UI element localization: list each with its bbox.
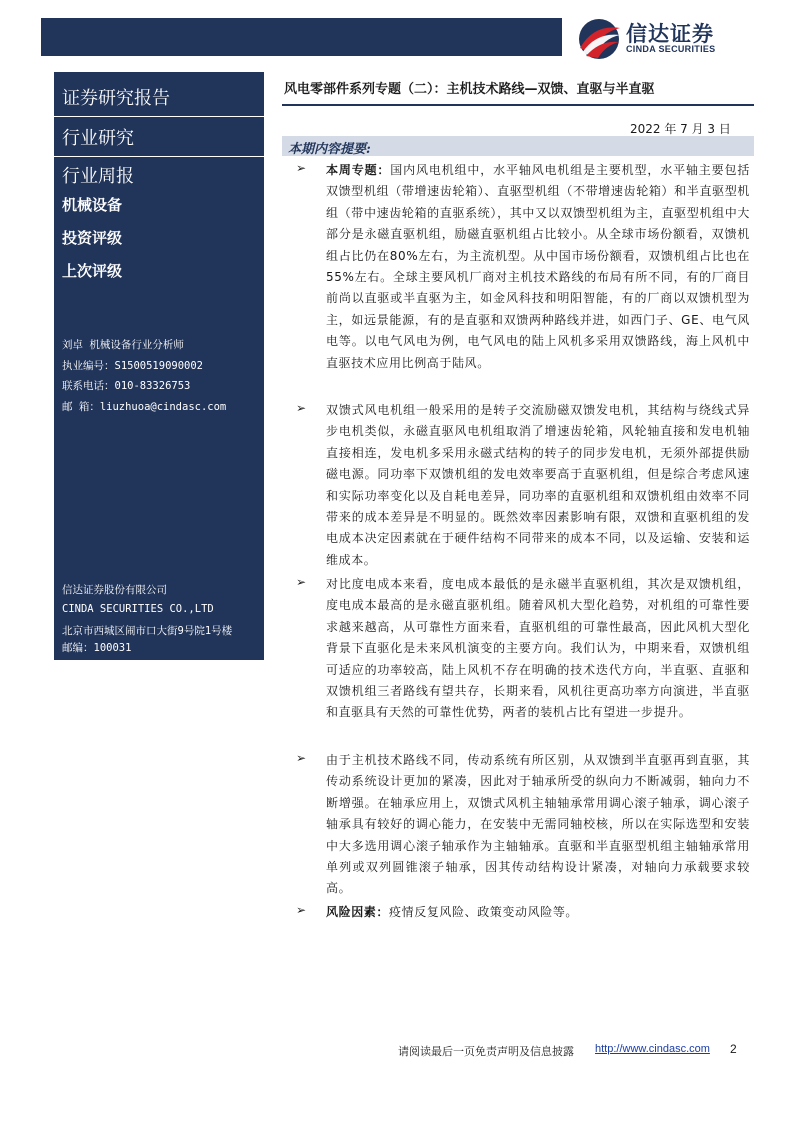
company-postcode: 邮编：100031 xyxy=(62,642,132,654)
page-number: 2 xyxy=(730,1042,737,1056)
cinda-logo xyxy=(576,18,766,60)
bullet-text xyxy=(326,400,750,571)
previous-rating-label: 上次评级 xyxy=(62,262,123,280)
summary-heading-bar xyxy=(282,136,754,156)
report-category: 行业研究 xyxy=(62,128,134,149)
logo-english-name: CINDA SECURITIES xyxy=(626,44,716,54)
bullet-body: 疫情反复风险、政策变动风险等。 xyxy=(389,905,579,919)
bullet-text xyxy=(326,902,750,923)
cinda-logo-icon xyxy=(576,18,622,60)
logo-chinese-name: 信达证券 xyxy=(626,22,714,46)
bullet-arrow-icon: ➢ xyxy=(296,575,307,589)
bullet-body: 国内风电机组中，水平轴风电机组是主要机型，水平轴主要包括双馈型机组（带增速齿轮箱）、直驱型机组（不带增速齿轮箱）和半直驱型机组（带中速齿轮箱的直驱系统），其中又以双馈型机组为主，直驱型机组中大部分是永磁直驱机组，励磁直驱机组占比较小。从全球市场份额看，双馈机组占比仍在80%左右，为主流机型。从中国市场份额看，双馈机组占比也在55%左右。全球主要风机厂商对主机技术路线的布局有所不同，有的厂商目前尚以直驱或半直驱为主，如金风科技和明阳智能，有的厂商以双馈机型为主，如远景能源，有的是直驱和双馈两种路线并进，如西门子、GE、电气风电等。以电气风电为例，电气风电的陆上风机多采用双馈路线，海上风机中直驱技术应用比例高于陆风。 xyxy=(326,163,750,370)
sidebar-divider xyxy=(54,156,264,157)
report-weekly: 行业周报 xyxy=(62,166,134,187)
analyst-email: 邮 箱：liuzhuoa@cindasc.com xyxy=(62,401,227,413)
sidebar-divider xyxy=(54,116,264,117)
footer-disclaimer: 请阅读最后一页免责声明及信息披露 xyxy=(398,1045,574,1058)
sidebar xyxy=(54,72,264,660)
bullet-arrow-icon: ➢ xyxy=(296,903,307,917)
title-rule xyxy=(282,104,754,106)
sector-label: 机械设备 xyxy=(62,196,123,214)
bullet-body: 对比度电成本来看，度电成本最低的是永磁半直驱机组，其次是双馈机组，度电成本最高的是永磁直驱机组。随着风机大型化趋势，对机组的可靠性要求越来越高，从可靠性方面来看，直驱机组的可靠性最高，因此风机大型化背景下直驱化是未来风机演变的主要方向。我们认为，中期来看，双馈机组可适应的功率较高，陆上风机不存在明确的技术迭代方向，半直驱、直驱和双馈机组三者路线有望共存，长期来看，风机往更高功率方向演进，半直驱和直驱具有天然的可靠性优势，两者的装机占比有望进一步提升。 xyxy=(326,577,750,720)
bullet-lead: 本周专题： xyxy=(326,163,391,177)
report-date: 2022 年 7 月 3 日 xyxy=(630,122,731,136)
bullet-text xyxy=(326,160,750,374)
bullet-text xyxy=(326,574,750,724)
bullet-body: 双馈式风电机组一般采用的是转子交流励磁双馈发电机，其结构与绕线式异步电机类似，永磁直驱风电机组取消了增速齿轮箱，风轮轴直接和发电机轴直接相连，发电机多采用永磁式结构的转子的同步发电机，无须外部提供励磁电源。同功率下双馈机组的发电效率要高于直驱机组，但是综合考虑风速和实际功率变化以及自耗电差异，同功率的直驱机组和双馈机组由效率不同带来的成本差异是不明显的。既然效率因素影响有限，双馈和直驱机组的发电成本决定因素就在于硬件结构不同带来的成本不同，以及运输、安装和运维成本。 xyxy=(326,403,750,567)
bullet-text xyxy=(326,750,750,900)
top-banner xyxy=(41,18,562,56)
company-name-cn: 信达证券股份有限公司 xyxy=(62,584,167,596)
analyst-license: 执业编号：S1500519090002 xyxy=(62,360,204,372)
analyst-phone: 联系电话：010-83326753 xyxy=(62,380,191,392)
company-address: 北京市西城区闹市口大街9号院1号楼 xyxy=(62,625,233,637)
rating-label: 投资评级 xyxy=(62,229,123,247)
company-name-en: CINDA SECURITIES CO.,LTD xyxy=(62,603,214,615)
document-title: 风电零部件系列专题（二）：主机技术路线—双馈、直驱与半直驱 xyxy=(284,82,655,97)
bullet-body: 由于主机技术路线不同，传动系统有所区别，从双馈到半直驱再到直驱，其传动系统设计更加的紧凑，因此对于轴承所受的纵向力不断减弱，轴向力不断增强。在轴承应用上，双馈式风机主轴轴承常用调心滚子轴承，调心滚子轴承具有较好的调心能力，在安装中无需同轴校核，所以在实际选型和安装中大多选用调心滚子轴承作为主轴轴承。直驱和半直驱型机组主轴轴承常用单列或双列圆锥滚子轴承，因其传动结构设计紧凑，对轴向力承载要求较高。 xyxy=(326,753,750,896)
analyst-name: 刘卓 机械设备行业分析师 xyxy=(62,339,184,351)
summary-heading: 本期内容提要: xyxy=(288,142,371,157)
bullet-lead: 风险因素： xyxy=(326,905,390,919)
footer-website-link[interactable]: http://www.cindasc.com xyxy=(595,1043,710,1055)
report-type: 证券研究报告 xyxy=(62,88,170,109)
bullet-arrow-icon: ➢ xyxy=(296,161,307,175)
bullet-arrow-icon: ➢ xyxy=(296,751,307,765)
bullet-arrow-icon: ➢ xyxy=(296,401,307,415)
